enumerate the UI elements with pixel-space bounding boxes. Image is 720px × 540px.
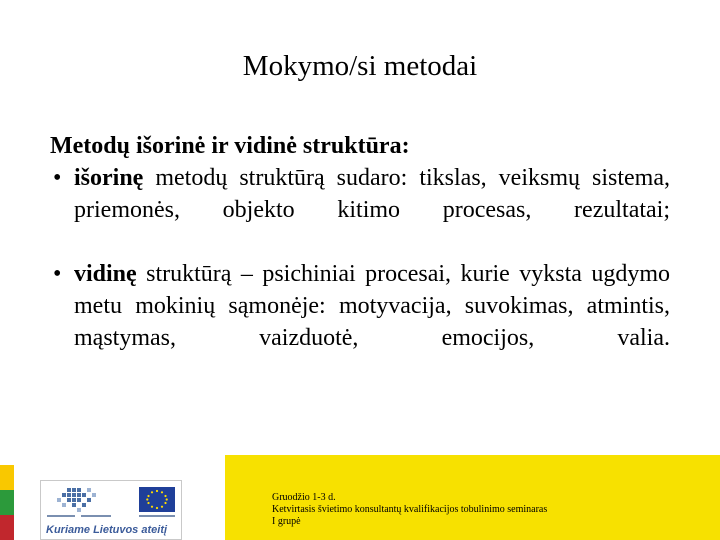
bullet-marker: •	[53, 261, 62, 287]
logo-caption: Kuriame Lietuvos ateitį	[46, 524, 168, 536]
eu-funds-logo-graphic	[41, 481, 181, 539]
footer-date: Gruodžio 1-3 d.	[272, 492, 336, 503]
flag-band-green	[0, 490, 14, 515]
eu-funds-logo	[40, 480, 182, 540]
bullet-item	[50, 162, 670, 258]
footer-text	[272, 492, 547, 528]
bullet-item	[50, 258, 670, 386]
slide-body	[50, 130, 670, 386]
footer-seminar: Ketvirtasis švietimo konsultantų kvalifikacijos tobulinimo seminaras	[272, 504, 548, 515]
bullet-marker: •	[53, 165, 62, 191]
bullet-text: metodų struktūrą sudaro: tikslas, veiksmų sistema, priemonės, objekto kitimo procesas, rezultatai;	[74, 165, 670, 223]
bullet-lead: vidinę	[74, 261, 137, 287]
bullet-list	[50, 162, 670, 386]
slide-subtitle: Metodų išorinė ir vidinė struktūra:	[50, 133, 410, 159]
bullet-lead: išorinę	[74, 165, 144, 191]
bullet-text: struktūrą – psichiniai procesai, kurie vyksta ugdymo metu mokinių sąmonėje: motyvacija, suvokimas, atmintis, mąstymas, vaizduotė, emocijos, valia.	[74, 261, 670, 351]
flag-band-red	[0, 515, 14, 540]
slide-title: Mokymo/si metodai	[242, 50, 478, 82]
footer-note	[225, 455, 720, 540]
flag-band-yellow	[0, 465, 14, 490]
footer-group: I grupė	[272, 516, 301, 527]
slide-footer	[0, 455, 720, 540]
lithuanian-flag-icon	[0, 465, 14, 540]
